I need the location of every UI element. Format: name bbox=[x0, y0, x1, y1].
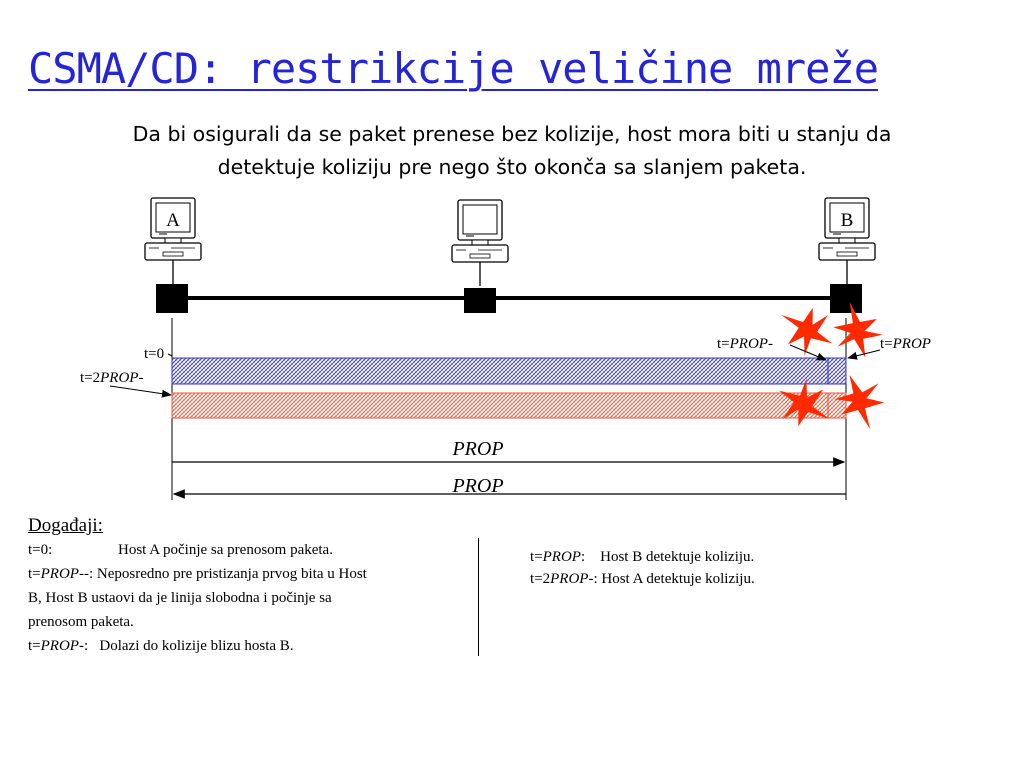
event-t0: t=0: Host A počinje sa prenosom paketa. bbox=[28, 542, 333, 558]
host-a-transmission-bar bbox=[172, 358, 846, 384]
host-b-label: B bbox=[840, 210, 854, 231]
event-tprop-minus-minus: t=PROP--: Neposredno pre pristizanja prvog bita u Host bbox=[28, 566, 367, 582]
events-divider bbox=[478, 538, 479, 656]
label-tprop: t=PROP bbox=[880, 336, 931, 352]
t2prop-arrow bbox=[110, 386, 171, 395]
node-middle-connector bbox=[464, 288, 496, 313]
event-tprop-minus-minus-cont-2: prenosom paketa. bbox=[28, 614, 134, 630]
page-title: CSMA/CD: restrikcije veličine mreže bbox=[28, 44, 879, 93]
events-left bbox=[28, 514, 480, 658]
node-b-connector bbox=[830, 284, 862, 313]
subtitle-line-2: detektuje koliziju pre nego što okonča sa slanjem paketa. bbox=[217, 155, 807, 179]
label-t0: t=0 bbox=[144, 346, 165, 362]
prop-label-2: PROP bbox=[452, 475, 504, 497]
event-tprop: t=PROP: Host B detektuje koliziju. bbox=[530, 549, 755, 565]
host-a-label: A bbox=[166, 210, 180, 231]
host-b-transmission-bar bbox=[172, 393, 846, 418]
label-tprop-minus: t=PROP- bbox=[717, 336, 773, 352]
event-t2prop-minus: t=2PROP-: Host A detektuje koliziju. bbox=[530, 571, 755, 587]
subtitle-line-1: Da bi osigurali da se paket prenese bez kolizije, host mora biti u stanju da bbox=[132, 122, 892, 146]
label-t2prop: t=2PROP- bbox=[80, 370, 144, 386]
event-tprop-minus: t=PROP-: Dolazi do kolizije blizu hosta B. bbox=[28, 638, 294, 654]
events-heading: Događaji: bbox=[28, 515, 103, 536]
host-middle-computer-icon bbox=[452, 200, 508, 286]
node-a-connector bbox=[156, 284, 188, 313]
events-right bbox=[530, 546, 755, 590]
t0-pointer bbox=[168, 354, 172, 356]
prop-label-1: PROP bbox=[452, 438, 504, 460]
host-a-computer-icon bbox=[145, 198, 201, 284]
host-b-computer-icon bbox=[819, 198, 875, 284]
event-tprop-minus-minus-cont-1: B, Host B ustaovi da je linija slobodna i počinje sa bbox=[28, 590, 332, 606]
